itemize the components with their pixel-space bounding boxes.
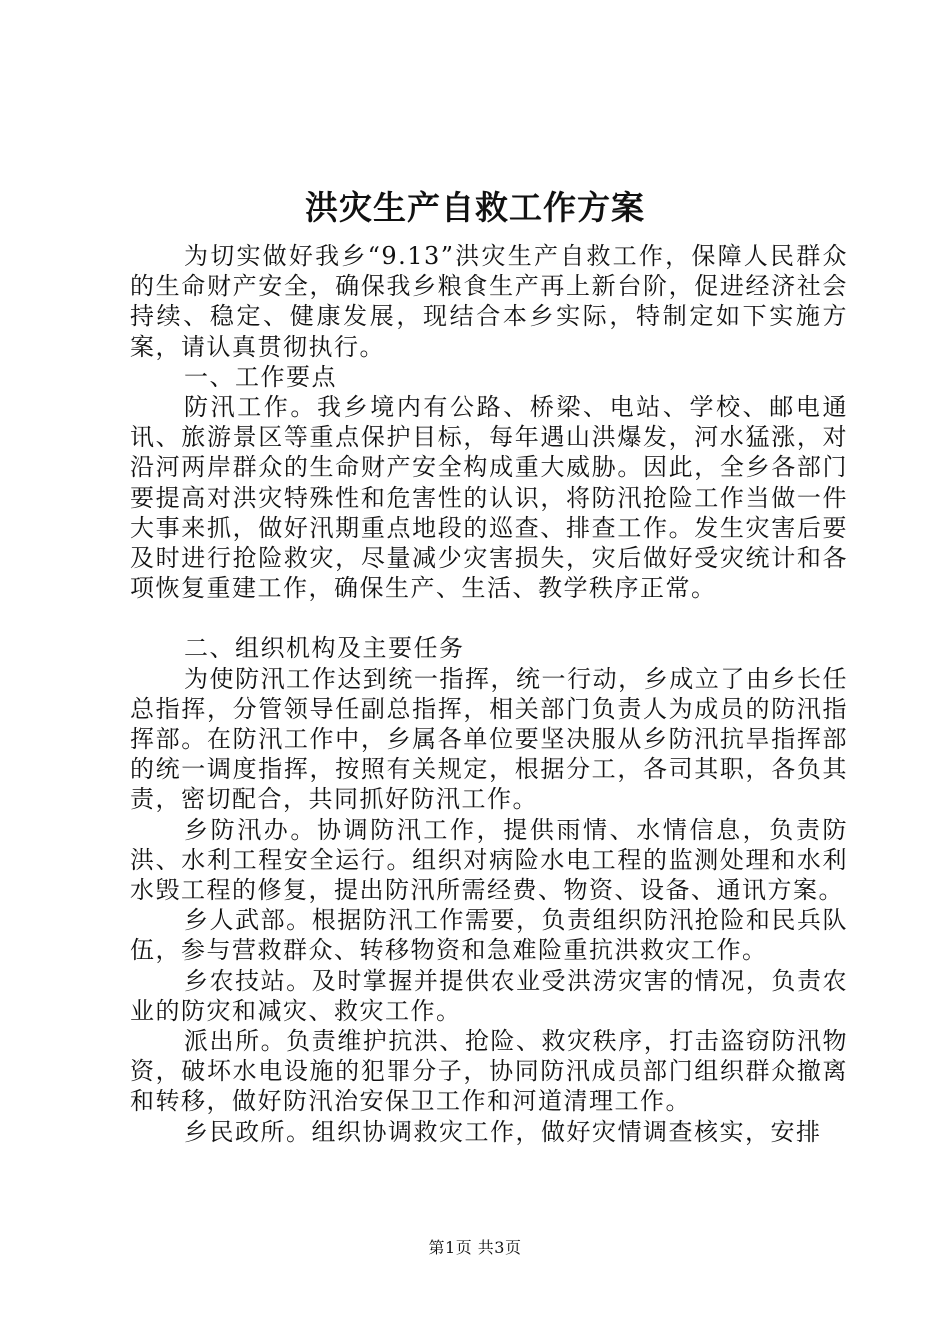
document-body	[130, 241, 848, 1147]
police-paragraph: 派出所。负责维护抗洪、抢险、救灾秩序，打击盗窃防汛物资，破坏水电设施的犯罪分子，协同防汛成员部门组织群众撤离和转移，做好防汛治安保卫工作和河道清理工作。	[130, 1027, 848, 1116]
armed-forces-paragraph: 乡人武部。根据防汛工作需要，负责组织防汛抢险和民兵队伍，参与营救群众、转移物资和急难险重抗洪救灾工作。	[130, 906, 848, 965]
intro-paragraph: 为切实做好我乡“9.13”洪灾生产自救工作，保障人民群众的生命财产安全，确保我乡粮食生产再上新台阶，促进经济社会持续、稳定、健康发展，现结合本乡实际，特制定如下实施方案，请认真贯彻执行。	[130, 242, 848, 361]
document-title: 洪灾生产自救工作方案	[305, 188, 645, 227]
civil-affairs-paragraph: 乡民政所。组织协调救灾工作，做好灾情调查核实，安排	[184, 1117, 822, 1146]
page-number: 第1页 共3页	[428, 1238, 522, 1257]
flood-work-paragraph: 防汛工作。我乡境内有公路、桥梁、电站、学校、邮电通讯、旅游景区等重点保护目标，每年遇山洪爆发，河水猛涨，对沿河两岸群众的生命财产安全构成重大威胁。因此，全乡各部门要提高对洪灾特殊性和危害性的认识，将防汛抢险工作当做一件大事来抓，做好汛期重点地段的巡查、排查工作。发生灾害后要及时进行抢险救灾，尽量减少灾害损失，灾后做好受灾统计和各项恢复重建工作，确保生产、生活、教学秩序正常。	[130, 393, 848, 603]
section-heading-2: 二、组织机构及主要任务	[184, 634, 465, 663]
organization-paragraph: 为使防汛工作达到统一指挥，统一行动，乡成立了由乡长任总指挥，分管领导任副总指挥，相关部门负责人为成员的防汛指挥部。在防汛工作中，乡属各单位要坚决服从乡防汛抗旱指挥部的统一调度指挥，按照有关规定，根据分工，各司其职，各负其责，密切配合，共同抓好防汛工作。	[130, 664, 848, 814]
agri-station-paragraph: 乡农技站。及时掌握并提供农业受洪涝灾害的情况，负责农业的防灾和减灾、救灾工作。	[130, 966, 848, 1025]
flood-office-paragraph: 乡防汛办。协调防汛工作，提供雨情、水情信息，负责防洪、水利工程安全运行。组织对病险水电工程的监测处理和水利水毁工程的修复，提出防汛所需经费、物资、设备、通讯方案。	[130, 815, 848, 905]
section-heading-1: 一、工作要点	[184, 362, 337, 391]
